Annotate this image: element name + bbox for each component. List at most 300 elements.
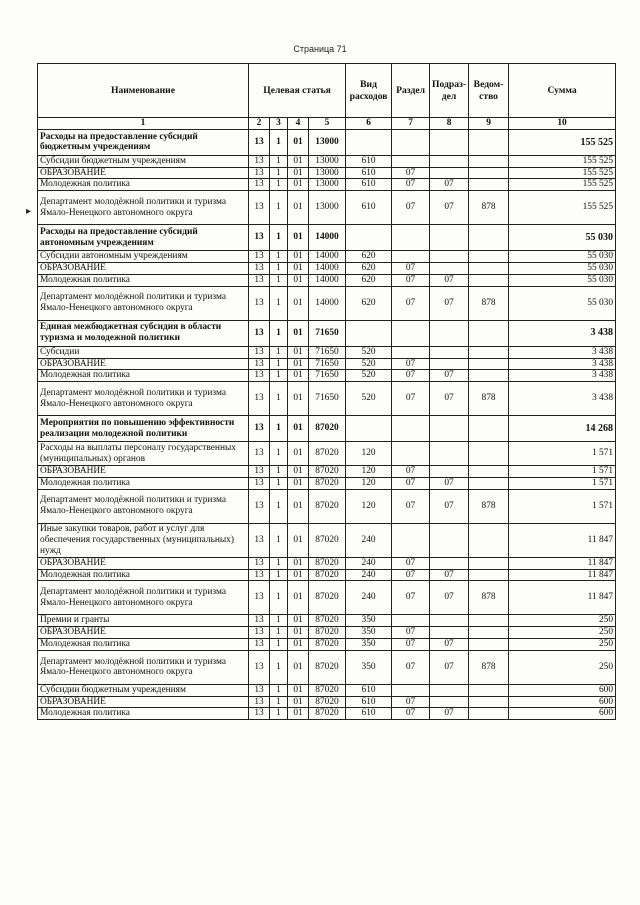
target-code-1: 13 (249, 382, 270, 416)
target-code-1: 13 (249, 263, 270, 275)
expense-type: 350 (346, 615, 392, 627)
table-row (38, 179, 616, 191)
row-name: Молодежная политика (38, 708, 249, 720)
target-code-3: 01 (288, 129, 309, 155)
target-code-3: 01 (288, 274, 309, 286)
subsection: 07 (430, 382, 469, 416)
row-name: Премии и гранты (38, 615, 249, 627)
section: 07 (392, 382, 430, 416)
target-code-2: 1 (270, 358, 288, 370)
expense-type: 350 (346, 639, 392, 651)
target-code-3: 01 (288, 684, 309, 696)
target-code-2: 1 (270, 346, 288, 358)
target-code-4: 13000 (309, 167, 346, 179)
header-vid: Вид расходов (346, 64, 392, 118)
row-name: Молодежная политика (38, 477, 249, 489)
target-code-1: 13 (249, 581, 270, 615)
section: 07 (392, 274, 430, 286)
target-code-4: 14000 (309, 225, 346, 251)
section: 07 (392, 489, 430, 523)
column-number: 9 (469, 118, 509, 130)
row-name: Департамент молодёжной политики и туризма Ямало-Ненецкого автономного округа (38, 191, 249, 225)
subsection: 07 (430, 274, 469, 286)
target-code-2: 1 (270, 251, 288, 263)
expense-type: 610 (346, 179, 392, 191)
target-code-4: 13000 (309, 191, 346, 225)
expense-type: 120 (346, 442, 392, 466)
target-code-4: 87020 (309, 696, 346, 708)
table-row (38, 382, 616, 416)
amount: 1 571 (509, 477, 616, 489)
subsection: 07 (430, 581, 469, 615)
table-row (38, 320, 616, 346)
section (392, 442, 430, 466)
margin-mark: ▸ (26, 206, 32, 217)
table-row (38, 263, 616, 275)
target-code-2: 1 (270, 477, 288, 489)
table-row (38, 581, 616, 615)
table-row (38, 615, 616, 627)
subsection (430, 523, 469, 557)
row-name: Молодежная политика (38, 274, 249, 286)
target-code-3: 01 (288, 627, 309, 639)
target-code-2: 1 (270, 523, 288, 557)
target-code-4: 71650 (309, 358, 346, 370)
expense-type (346, 320, 392, 346)
section (392, 129, 430, 155)
row-name: Молодежная политика (38, 639, 249, 651)
target-code-1: 13 (249, 416, 270, 442)
amount: 600 (509, 696, 616, 708)
table-row (38, 557, 616, 569)
row-name: Департамент молодёжной политики и туризма Ямало-Ненецкого автономного округа (38, 650, 249, 684)
section: 07 (392, 263, 430, 275)
table-row (38, 129, 616, 155)
row-name: Субсидии автономным учреждениям (38, 251, 249, 263)
expense-type: 620 (346, 274, 392, 286)
row-name: Субсидии бюджетным учреждениям (38, 155, 249, 167)
subsection: 07 (430, 477, 469, 489)
subsection: 07 (430, 489, 469, 523)
subsection: 07 (430, 286, 469, 320)
subsection (430, 358, 469, 370)
table-row (38, 466, 616, 478)
target-code-2: 1 (270, 466, 288, 478)
column-number: 3 (270, 118, 288, 130)
expense-type: 240 (346, 581, 392, 615)
table-row (38, 639, 616, 651)
target-code-2: 1 (270, 650, 288, 684)
target-code-4: 87020 (309, 477, 346, 489)
row-name: Молодежная политика (38, 569, 249, 581)
section (392, 416, 430, 442)
department-code (469, 569, 509, 581)
subsection (430, 696, 469, 708)
expense-type: 120 (346, 477, 392, 489)
subsection: 07 (430, 639, 469, 651)
table-row (38, 251, 616, 263)
target-code-4: 71650 (309, 382, 346, 416)
target-code-1: 13 (249, 358, 270, 370)
column-number: 6 (346, 118, 392, 130)
department-code (469, 370, 509, 382)
subsection (430, 466, 469, 478)
subsection (430, 251, 469, 263)
section: 07 (392, 639, 430, 651)
department-code (469, 523, 509, 557)
amount: 155 525 (509, 179, 616, 191)
target-code-3: 01 (288, 179, 309, 191)
target-code-2: 1 (270, 155, 288, 167)
target-code-2: 1 (270, 320, 288, 346)
section (392, 346, 430, 358)
subsection: 07 (430, 650, 469, 684)
amount: 11 847 (509, 581, 616, 615)
target-code-1: 13 (249, 627, 270, 639)
target-code-2: 1 (270, 129, 288, 155)
column-number: 1 (38, 118, 249, 130)
header-name: Наименование (38, 64, 249, 118)
department-code: 878 (469, 489, 509, 523)
row-name: ОБРАЗОВАНИЕ (38, 557, 249, 569)
amount: 11 847 (509, 523, 616, 557)
section (392, 320, 430, 346)
expense-type: 120 (346, 489, 392, 523)
amount: 250 (509, 615, 616, 627)
column-number-row (38, 118, 616, 130)
target-code-4: 87020 (309, 489, 346, 523)
target-code-3: 01 (288, 639, 309, 651)
department-code (469, 639, 509, 651)
target-code-3: 01 (288, 286, 309, 320)
department-code (469, 442, 509, 466)
target-code-1: 13 (249, 129, 270, 155)
department-code (469, 358, 509, 370)
target-code-4: 14000 (309, 274, 346, 286)
table-body (38, 129, 616, 719)
target-code-3: 01 (288, 489, 309, 523)
department-code (469, 251, 509, 263)
section: 07 (392, 650, 430, 684)
column-number: 7 (392, 118, 430, 130)
department-code (469, 466, 509, 478)
amount: 55 030 (509, 225, 616, 251)
amount: 155 525 (509, 155, 616, 167)
department-code (469, 615, 509, 627)
target-code-1: 13 (249, 155, 270, 167)
subsection: 07 (430, 370, 469, 382)
row-name: Мероприятия по повышению эффективности реализации молодежной политики (38, 416, 249, 442)
column-number: 5 (309, 118, 346, 130)
target-code-4: 87020 (309, 684, 346, 696)
table-row (38, 684, 616, 696)
row-name: Молодежная политика (38, 179, 249, 191)
section: 07 (392, 477, 430, 489)
target-code-2: 1 (270, 639, 288, 651)
table-row (38, 274, 616, 286)
subsection: 07 (430, 569, 469, 581)
section: 07 (392, 370, 430, 382)
target-code-3: 01 (288, 523, 309, 557)
target-code-2: 1 (270, 191, 288, 225)
amount: 155 525 (509, 191, 616, 225)
target-code-2: 1 (270, 627, 288, 639)
subsection (430, 442, 469, 466)
expense-type (346, 129, 392, 155)
target-code-1: 13 (249, 442, 270, 466)
expense-type: 610 (346, 708, 392, 720)
column-number: 4 (288, 118, 309, 130)
expense-type: 120 (346, 466, 392, 478)
department-code (469, 129, 509, 155)
subsection (430, 263, 469, 275)
target-code-1: 13 (249, 639, 270, 651)
target-code-2: 1 (270, 370, 288, 382)
target-code-1: 13 (249, 370, 270, 382)
target-code-2: 1 (270, 581, 288, 615)
table-row (38, 191, 616, 225)
section: 07 (392, 708, 430, 720)
amount: 250 (509, 650, 616, 684)
target-code-1: 13 (249, 557, 270, 569)
target-code-4: 71650 (309, 370, 346, 382)
amount: 1 571 (509, 442, 616, 466)
target-code-3: 01 (288, 225, 309, 251)
table-row (38, 167, 616, 179)
amount: 11 847 (509, 569, 616, 581)
expense-type: 620 (346, 286, 392, 320)
amount: 600 (509, 708, 616, 720)
section (392, 155, 430, 167)
section: 07 (392, 557, 430, 569)
expense-type (346, 225, 392, 251)
target-code-3: 01 (288, 650, 309, 684)
expense-type: 610 (346, 684, 392, 696)
subsection (430, 320, 469, 346)
section: 07 (392, 627, 430, 639)
row-name: ОБРАЗОВАНИЕ (38, 696, 249, 708)
target-code-3: 01 (288, 346, 309, 358)
row-name: ОБРАЗОВАНИЕ (38, 167, 249, 179)
expense-type: 610 (346, 167, 392, 179)
amount: 155 525 (509, 167, 616, 179)
target-code-4: 87020 (309, 581, 346, 615)
department-code (469, 274, 509, 286)
department-code (469, 627, 509, 639)
expense-type: 520 (346, 358, 392, 370)
target-code-4: 14000 (309, 251, 346, 263)
target-code-3: 01 (288, 358, 309, 370)
subsection (430, 416, 469, 442)
target-code-3: 01 (288, 442, 309, 466)
amount: 55 030 (509, 251, 616, 263)
target-code-1: 13 (249, 346, 270, 358)
expense-type: 520 (346, 382, 392, 416)
department-code: 878 (469, 650, 509, 684)
target-code-2: 1 (270, 684, 288, 696)
department-code (469, 557, 509, 569)
target-code-1: 13 (249, 225, 270, 251)
department-code (469, 346, 509, 358)
department-code (469, 263, 509, 275)
target-code-4: 87020 (309, 569, 346, 581)
target-code-1: 13 (249, 684, 270, 696)
amount: 155 525 (509, 129, 616, 155)
expense-type: 350 (346, 627, 392, 639)
target-code-1: 13 (249, 466, 270, 478)
expense-type: 520 (346, 370, 392, 382)
target-code-3: 01 (288, 477, 309, 489)
expense-type: 240 (346, 523, 392, 557)
target-code-3: 01 (288, 320, 309, 346)
amount: 3 438 (509, 346, 616, 358)
target-code-4: 13000 (309, 179, 346, 191)
department-code: 878 (469, 191, 509, 225)
target-code-2: 1 (270, 708, 288, 720)
target-code-2: 1 (270, 286, 288, 320)
target-code-4: 87020 (309, 442, 346, 466)
target-code-4: 87020 (309, 466, 346, 478)
header-vedomstvo: Ведом-ство (469, 64, 509, 118)
target-code-2: 1 (270, 263, 288, 275)
subsection (430, 155, 469, 167)
target-code-4: 87020 (309, 523, 346, 557)
amount: 55 030 (509, 263, 616, 275)
expense-type: 620 (346, 263, 392, 275)
section: 07 (392, 286, 430, 320)
target-code-1: 13 (249, 251, 270, 263)
section: 07 (392, 179, 430, 191)
target-code-2: 1 (270, 274, 288, 286)
row-name: Расходы на предоставление субсидий бюджетным учреждениям (38, 129, 249, 155)
table-row (38, 708, 616, 720)
expense-type: 610 (346, 155, 392, 167)
target-code-4: 87020 (309, 416, 346, 442)
row-name: Молодежная политика (38, 370, 249, 382)
target-code-3: 01 (288, 557, 309, 569)
expense-type: 610 (346, 696, 392, 708)
section (392, 615, 430, 627)
target-code-1: 13 (249, 569, 270, 581)
target-code-4: 13000 (309, 129, 346, 155)
table-row (38, 627, 616, 639)
row-name: Расходы на выплаты персоналу государственных (муниципальных) органов (38, 442, 249, 466)
target-code-3: 01 (288, 696, 309, 708)
amount: 250 (509, 639, 616, 651)
target-code-1: 13 (249, 615, 270, 627)
subsection (430, 557, 469, 569)
expense-type: 610 (346, 191, 392, 225)
target-code-3: 01 (288, 191, 309, 225)
department-code (469, 155, 509, 167)
section: 07 (392, 191, 430, 225)
target-code-4: 14000 (309, 286, 346, 320)
target-code-1: 13 (249, 489, 270, 523)
row-name: Департамент молодёжной политики и туризма Ямало-Ненецкого автономного округа (38, 286, 249, 320)
department-code (469, 696, 509, 708)
section (392, 225, 430, 251)
target-code-2: 1 (270, 179, 288, 191)
department-code (469, 167, 509, 179)
expense-type: 240 (346, 569, 392, 581)
target-code-3: 01 (288, 263, 309, 275)
row-name: Департамент молодёжной политики и туризма Ямало-Ненецкого автономного округа (38, 382, 249, 416)
target-code-4: 14000 (309, 263, 346, 275)
table-row (38, 155, 616, 167)
target-code-1: 13 (249, 523, 270, 557)
target-code-1: 13 (249, 696, 270, 708)
section: 07 (392, 569, 430, 581)
subsection: 07 (430, 179, 469, 191)
subsection (430, 684, 469, 696)
subsection (430, 615, 469, 627)
expense-type: 620 (346, 251, 392, 263)
section (392, 251, 430, 263)
row-name: Субсидии бюджетным учреждениям (38, 684, 249, 696)
row-name: Иные закупки товаров, работ и услуг для обеспечения государственных (муниципальных) нужд (38, 523, 249, 557)
department-code (469, 179, 509, 191)
row-name: Департамент молодёжной политики и туризма Ямало-Ненецкого автономного округа (38, 489, 249, 523)
target-code-1: 13 (249, 708, 270, 720)
target-code-1: 13 (249, 191, 270, 225)
target-code-4: 87020 (309, 639, 346, 651)
budget-table (37, 63, 616, 720)
amount: 11 847 (509, 557, 616, 569)
row-name: ОБРАЗОВАНИЕ (38, 466, 249, 478)
section: 07 (392, 167, 430, 179)
amount: 55 030 (509, 274, 616, 286)
expense-type: 240 (346, 557, 392, 569)
amount: 3 438 (509, 358, 616, 370)
target-code-2: 1 (270, 489, 288, 523)
table-row (38, 416, 616, 442)
table-row (38, 225, 616, 251)
row-name: Департамент молодёжной политики и туризма Ямало-Ненецкого автономного округа (38, 581, 249, 615)
header-row (38, 64, 616, 118)
subsection (430, 129, 469, 155)
amount: 1 571 (509, 489, 616, 523)
subsection (430, 627, 469, 639)
target-code-4: 87020 (309, 650, 346, 684)
target-code-4: 71650 (309, 346, 346, 358)
target-code-4: 87020 (309, 627, 346, 639)
table-row (38, 370, 616, 382)
target-code-3: 01 (288, 581, 309, 615)
table-row (38, 442, 616, 466)
header-razdel: Раздел (392, 64, 430, 118)
amount: 250 (509, 627, 616, 639)
target-code-1: 13 (249, 286, 270, 320)
row-name: ОБРАЗОВАНИЕ (38, 358, 249, 370)
target-code-1: 13 (249, 320, 270, 346)
department-code (469, 477, 509, 489)
target-code-1: 13 (249, 167, 270, 179)
target-code-3: 01 (288, 569, 309, 581)
department-code (469, 225, 509, 251)
department-code (469, 684, 509, 696)
target-code-1: 13 (249, 477, 270, 489)
target-code-3: 01 (288, 708, 309, 720)
target-code-2: 1 (270, 167, 288, 179)
target-code-4: 87020 (309, 557, 346, 569)
table-row (38, 696, 616, 708)
target-code-4: 71650 (309, 320, 346, 346)
target-code-1: 13 (249, 179, 270, 191)
department-code (469, 416, 509, 442)
row-name: ОБРАЗОВАНИЕ (38, 263, 249, 275)
target-code-2: 1 (270, 696, 288, 708)
expense-type: 520 (346, 346, 392, 358)
